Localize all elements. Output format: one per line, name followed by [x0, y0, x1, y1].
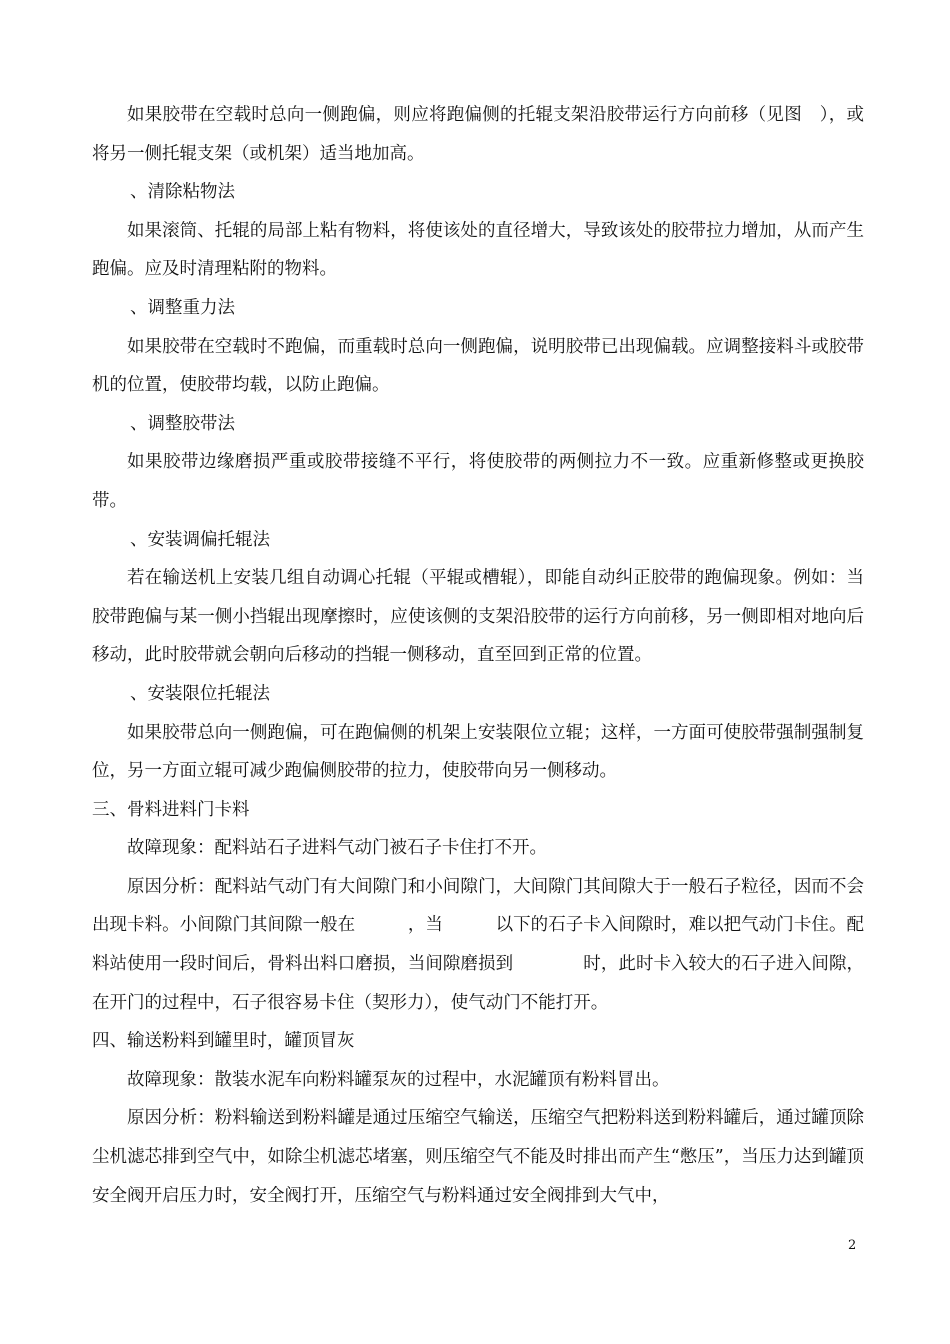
- section-3-cause: 原因分析：配料站气动门有大间隙门和小间隙门，大间隙门其间隙大于一般石子粒径，因而不会出现卡料。小间隙门其间隙一般在 ，当 以下的石子卡入间隙时，难以把气动门卡住。配料站使用一段时间后，骨料出料口磨损，当间隙磨损到 时，此时卡入较大的石子进入间隙，在开门的过程中，石子很容易卡住（契形力），使气动门不能打开。: [92, 876, 864, 1013]
- document-body: [92, 96, 864, 1215]
- paragraph-belt-method: 如果胶带边缘磨损严重或胶带接缝不平行，将使胶带的两侧拉力不一致。应重新修整或更换胶带。: [92, 452, 864, 511]
- section-3-fault: 故障现象：配料站石子进料气动门被石子卡住打不开。: [127, 838, 547, 859]
- section-4-title: 四、输送粉料到罐里时，罐顶冒灰: [92, 1031, 355, 1052]
- heading-gravity-method: 、调整重力法: [130, 297, 235, 318]
- section-3-title: 三、骨料进料门卡料: [92, 799, 250, 820]
- page-number: 2: [848, 1238, 857, 1253]
- section-4-fault: 故障现象：散装水泥车向粉料罐泵灰的过程中，水泥罐顶有粉料冒出。: [127, 1069, 670, 1090]
- heading-align-roller-method: 、安装调偏托辊法: [130, 529, 270, 550]
- paragraph-empty-load: 如果胶带在空载时总向一侧跑偏，则应将跑偏侧的托辊支架沿胶带运行方向前移（见图 ），或将另一侧托辊支架（或机架）适当地加高。: [92, 105, 864, 164]
- paragraph-gravity-method: 如果胶带在空载时不跑偏，而重载时总向一侧跑偏，说明胶带已出现偏载。应调整接料斗或胶带机的位置，使胶带均载，以防止跑偏。: [92, 336, 864, 396]
- heading-belt-method: 、调整胶带法: [130, 413, 235, 434]
- paragraph-align-roller-method: 若在输送机上安装几组自动调心托辊（平辊或槽辊），即能自动纠正胶带的跑偏现象。例如：当胶带跑偏与某一侧小挡辊出现摩擦时，应使该侧的支架沿胶带的运行方向前移，另一侧即相对地向后移动，此时胶带就会朝向后移动的挡辊一侧移动，直至回到正常的位置。: [92, 568, 864, 666]
- paragraph-limit-roller-method: 如果胶带总向一侧跑偏，可在跑偏侧的机架上安装限位立辊；这样，一方面可使胶带强制强制复位，另一方面立辊可减少跑偏侧胶带的拉力，使胶带向另一侧移动。: [92, 722, 864, 782]
- section-4-cause: 原因分析：粉料输送到粉料罐是通过压缩空气输送，压缩空气把粉料送到粉料罐后，通过罐顶除尘机滤芯排到空气中，如除尘机滤芯堵塞，则压缩空气不能及时排出而产生“憋压”，当压力达到罐顶安全阀开启压力时，安全阀打开，压缩空气与粉料通过安全阀排到大气中，: [92, 1108, 864, 1206]
- paragraph-clean-method: 如果滚筒、托辊的局部上粘有物料，将使该处的直径增大，导致该处的胶带拉力增加，从而产生跑偏。应及时清理粘附的物料。: [92, 220, 864, 280]
- heading-limit-roller-method: 、安装限位托辊法: [130, 683, 270, 704]
- heading-clean-method: 、清除粘物法: [130, 182, 235, 203]
